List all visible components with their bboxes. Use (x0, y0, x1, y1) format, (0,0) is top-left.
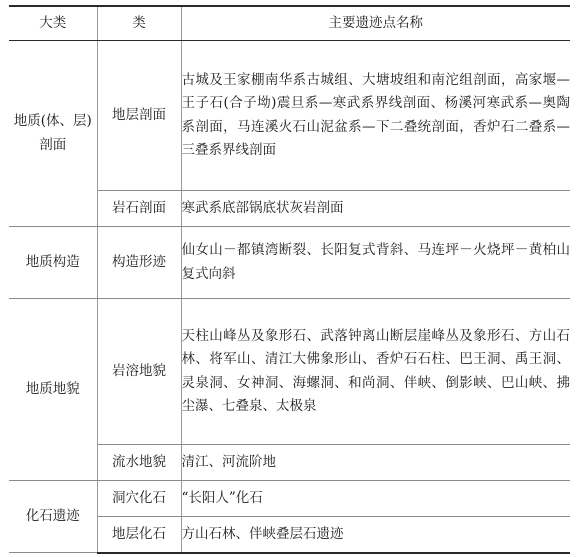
site-names-cell: 古城及王家棚南华系古城组、大塘坡组和南沱组剖面，高家堰—王子石(合子坳)震旦系—寒武系界线剖面、杨溪河寒武系—奥陶系剖面，马连溪火石山泥盆系—下二叠统剖面，香炉石二叠系—三叠系界线剖面 (181, 41, 570, 191)
major-category-cell: 化石遗迹 (9, 481, 97, 553)
major-category-cell: 地质地貌 (9, 299, 97, 481)
major-category-cell: 地质构造 (9, 227, 97, 299)
site-names-cell: 仙女山－都镇湾断裂、长阳复式背斜、马连坪－火烧坪－黄柏山复式向斜 (181, 227, 570, 299)
table-header-row (9, 6, 570, 41)
category-cell: 岩溶地貌 (97, 299, 181, 445)
category-cell: 岩石剖面 (97, 191, 181, 227)
table-row (9, 299, 570, 445)
site-names-cell: 方山石林、伴峡叠层石遗迹 (181, 517, 570, 553)
table-row (9, 227, 570, 299)
table-row (9, 41, 570, 191)
category-cell: 地层化石 (97, 517, 181, 553)
geosite-table (9, 5, 570, 554)
category-cell: 构造形迹 (97, 227, 181, 299)
header-site-names: 主要遗迹点名称 (181, 6, 570, 41)
site-names-cell: 清江、河流阶地 (181, 445, 570, 481)
major-category-cell: 地质(体、层)剖面 (9, 41, 97, 227)
site-names-cell: “长阳人”化石 (181, 481, 570, 517)
site-names-cell: 天柱山峰丛及象形石、武落钟离山断层崖峰丛及象形石、方山石林、将军山、清江大佛象形山、香炉石石柱、巴王洞、禹王洞、灵泉洞、女神洞、海螺洞、和尚洞、伴峡、倒影峡、巴山峡、拂尘瀑、七叠泉、太极泉 (181, 299, 570, 445)
header-major-category: 大类 (9, 6, 97, 41)
site-names-cell: 寒武系底部锅底状灰岩剖面 (181, 191, 570, 227)
category-cell: 地层剖面 (97, 41, 181, 191)
category-cell: 洞穴化石 (97, 481, 181, 517)
table-row (9, 481, 570, 517)
category-cell: 流水地貌 (97, 445, 181, 481)
header-category: 类 (97, 6, 181, 41)
